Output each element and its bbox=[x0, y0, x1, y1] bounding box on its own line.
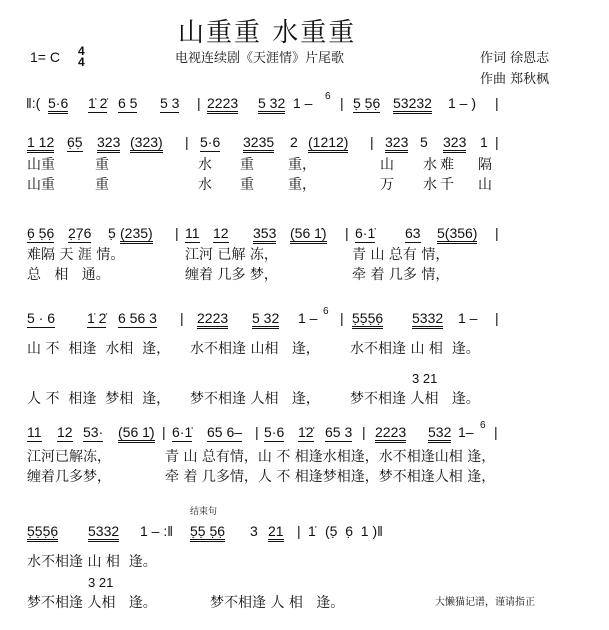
note-group: 1 – bbox=[458, 310, 478, 326]
barline: | bbox=[362, 424, 366, 440]
note-group: 21 bbox=[268, 524, 284, 542]
lyric-segment: 山 bbox=[380, 157, 394, 173]
note-group: 1̇2̇ bbox=[298, 424, 314, 440]
lyric-segment: 梦不相逢 人相 逢。 bbox=[350, 391, 480, 407]
note-group: (1212) bbox=[308, 135, 348, 153]
lyric-segment: 重 bbox=[240, 157, 254, 173]
note-group: 6̣ 5̣6̣ bbox=[27, 225, 55, 241]
lyric-segment: 人 不 相逢 梦相 逢， bbox=[27, 391, 171, 407]
lyric-segment: 江河 已解 冻， bbox=[185, 247, 278, 263]
note-group: 12 bbox=[213, 225, 229, 241]
note-group: 532 bbox=[428, 425, 451, 443]
lyric-segment: 山重 bbox=[27, 177, 55, 193]
lyric-segment: 重， bbox=[288, 177, 316, 193]
lyric-segment: 水不相逢 山 相 逢。 bbox=[350, 341, 480, 357]
barline: | bbox=[495, 95, 499, 111]
note-group: 65 3 bbox=[325, 424, 353, 440]
lyricist: 作词 徐恩志 bbox=[480, 51, 550, 66]
note-group: 2223 bbox=[207, 96, 238, 114]
lyric-segment: 青 山 总有情，山 不 相逢水相逢，水不相逢山相 逢， bbox=[165, 449, 496, 465]
note-group: 1 – ) bbox=[448, 95, 477, 111]
lyric-segment: 水 bbox=[423, 177, 437, 193]
note-group: 5̣ 5̣6̣ bbox=[353, 95, 381, 111]
lyric-segment: 重 bbox=[95, 157, 109, 173]
note-group: (235) bbox=[120, 226, 153, 244]
lyric-segment: 难 bbox=[440, 157, 454, 173]
note-group: 353 bbox=[253, 226, 276, 244]
note-group: 3235 bbox=[243, 135, 274, 153]
note-group: 2 bbox=[290, 134, 298, 150]
lyric-segment: 水不相逢 山 相 逢。 bbox=[27, 554, 157, 570]
note-group: 6̣5̣ bbox=[67, 134, 83, 150]
note-group: 323 bbox=[97, 135, 120, 153]
barline: | bbox=[197, 95, 201, 111]
note-group: 11 bbox=[27, 424, 42, 440]
barline: | bbox=[495, 225, 499, 241]
grace-note: 6 bbox=[323, 306, 329, 317]
note-group: 1̇ 2̇ bbox=[87, 310, 107, 326]
barline: | bbox=[162, 424, 166, 440]
alt-notes: 3 21 bbox=[412, 371, 438, 386]
barline: | bbox=[340, 310, 344, 326]
note-group: 5332 bbox=[412, 311, 443, 329]
lyric-segment: 水 bbox=[198, 177, 212, 193]
note-group: 1 12 bbox=[27, 135, 54, 153]
note-group: 1̇ 2̇ bbox=[88, 95, 108, 111]
lyric-segment: 山 不 相逢 水相 逢， bbox=[27, 341, 171, 357]
lyric-segment: 水 bbox=[423, 157, 437, 173]
lyric-segment: 重 bbox=[95, 177, 109, 193]
note-group: (56 1̇) bbox=[290, 226, 327, 244]
barline: | bbox=[297, 523, 301, 539]
lyric-segment: 水不相逢 山相 逢， bbox=[190, 341, 320, 357]
note-group: (5̣ 6̣ 1 )‖ bbox=[325, 523, 383, 539]
note-group: 53232 bbox=[393, 96, 432, 114]
note-group: 5(356) bbox=[437, 226, 477, 244]
time-sig-bottom: 4 bbox=[78, 55, 85, 69]
lyric-segment: 水 bbox=[198, 157, 212, 173]
lyric-segment: 难隔 天 涯 情。 bbox=[27, 247, 125, 263]
transcriber-note: 大懒猫记谱，谨请指正 bbox=[435, 597, 535, 608]
barline: | bbox=[495, 134, 499, 150]
lyric-segment: 山重 bbox=[27, 157, 55, 173]
subtitle: 电视连续剧《天涯情》片尾歌 bbox=[175, 51, 345, 66]
note-group: 5·6 bbox=[264, 424, 285, 440]
note-group: 5332 bbox=[88, 524, 119, 542]
time-signature bbox=[78, 46, 85, 68]
song-title: 山重重 水重重 bbox=[178, 18, 357, 48]
note-group: 1– bbox=[458, 424, 474, 440]
note-group: 323 bbox=[385, 135, 408, 153]
lyric-segment: 缠着 几多 梦， bbox=[185, 267, 278, 283]
note-group: 6·1̇ bbox=[355, 225, 376, 241]
note-group: 5 bbox=[420, 134, 428, 150]
note-group: 63 bbox=[405, 225, 421, 241]
lyric-segment: 千 bbox=[440, 177, 454, 193]
note-group: 1̇ bbox=[308, 523, 316, 539]
note-group: 5̣5̣5̣6̣ bbox=[352, 311, 383, 329]
lyric-segment: 重， bbox=[288, 157, 316, 173]
grace-note: 6 bbox=[325, 91, 331, 102]
lyric-segment: 隔 bbox=[478, 157, 492, 173]
note-group: (323) bbox=[130, 135, 163, 153]
alt-notes: 3 21 bbox=[88, 575, 114, 590]
lyric-segment: 梦不相逢 人相 逢。 bbox=[27, 595, 157, 611]
note-group: 5·6 bbox=[200, 134, 221, 150]
note-group: 5 · 6 bbox=[27, 310, 56, 326]
barline: | bbox=[185, 134, 189, 150]
lyric-segment: 总 相 通。 bbox=[27, 267, 110, 283]
lyric-segment: 江河已解冻， bbox=[27, 449, 111, 465]
barline: | bbox=[495, 310, 499, 326]
note-group: 5̣ bbox=[108, 225, 116, 241]
note-group: 5̣5̣ 5̣6̣ bbox=[190, 524, 225, 542]
lyric-segment: 山 bbox=[478, 177, 492, 193]
note-group: 65 6– bbox=[207, 424, 243, 440]
note-group: 1 – :‖ bbox=[140, 523, 174, 539]
barline: | bbox=[175, 225, 179, 241]
note-group: ‖:( bbox=[26, 95, 41, 111]
note-group: 11 bbox=[185, 225, 200, 241]
note-group: 3 bbox=[250, 523, 258, 539]
ending-label: 结束句 bbox=[190, 507, 218, 517]
note-group: 6·1̇ bbox=[172, 424, 193, 440]
lyric-segment: 牵 着 几多情，人 不 相逢梦相逢，梦不相逢人相 逢， bbox=[165, 469, 496, 485]
note-group: 6 5 bbox=[118, 95, 138, 111]
note-group: 2223 bbox=[375, 425, 406, 443]
note-group: 12 bbox=[57, 424, 73, 440]
grace-note: 6 bbox=[480, 420, 486, 431]
lyric-segment: 梦不相逢 人相 逢， bbox=[190, 391, 320, 407]
composer: 作曲 郑秋枫 bbox=[480, 72, 550, 87]
note-group: 1 bbox=[480, 134, 488, 150]
note-group: 5 32 bbox=[258, 96, 285, 114]
note-group: 5·6 bbox=[48, 96, 68, 114]
note-group: 5 32 bbox=[252, 311, 279, 329]
lyric-segment: 万 bbox=[380, 177, 394, 193]
barline: | bbox=[255, 424, 259, 440]
barline: | bbox=[340, 95, 344, 111]
lyric-segment: 重 bbox=[240, 177, 254, 193]
note-group: 53· bbox=[83, 424, 104, 440]
note-group: 6 56 3 bbox=[118, 310, 157, 326]
note-group: 1 – bbox=[298, 310, 318, 326]
lyric-segment: 牵 着 几多 情， bbox=[352, 267, 450, 283]
note-group: 1 – bbox=[293, 95, 313, 111]
barline: | bbox=[494, 424, 498, 440]
lyric-segment: 缠着几多梦， bbox=[27, 469, 111, 485]
note-group: (56 1̇) bbox=[118, 425, 155, 443]
note-group: 5 3 bbox=[160, 95, 180, 111]
lyric-segment: 青 山 总有 情， bbox=[352, 247, 450, 263]
note-group: 5̣5̣5̣6̣ bbox=[27, 524, 58, 542]
note-group: 323 bbox=[443, 135, 466, 153]
note-group: 2̣7̣6 bbox=[68, 225, 92, 241]
barline: | bbox=[180, 310, 184, 326]
key-signature: 1= C bbox=[30, 49, 60, 65]
lyric-segment: 梦不相逢 人 相 逢。 bbox=[210, 595, 345, 611]
barline: | bbox=[370, 134, 374, 150]
time-sig-top: 4 bbox=[78, 44, 85, 58]
barline: | bbox=[345, 225, 349, 241]
note-group: 2223 bbox=[197, 311, 228, 329]
